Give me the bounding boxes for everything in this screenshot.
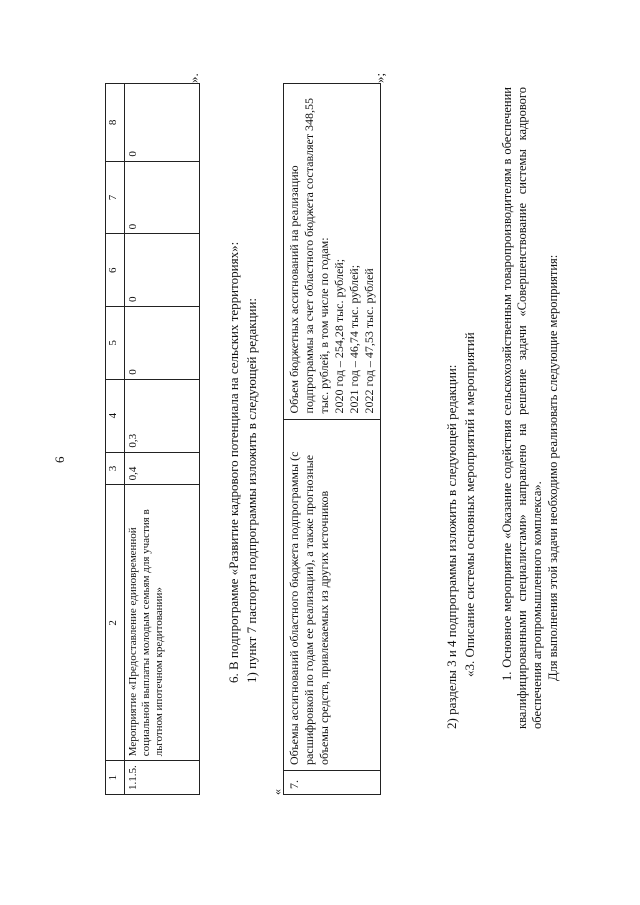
row-name-cell: Мероприятие «Предоставление единовременной социальной выплаты молодым семьям для участия в льготном ипотечном кредитовании» bbox=[125, 485, 200, 761]
header-cell: 4 bbox=[106, 379, 125, 452]
passport-item-table bbox=[283, 83, 381, 795]
item-number-cell: 7. bbox=[284, 771, 381, 795]
header-cell: 8 bbox=[106, 84, 125, 162]
page-number: 6 bbox=[52, 456, 67, 463]
item-label-cell: Объемы ассигнований областного бюджета подпрограммы (с расшифровкой по годам ее реализации), а также прогнозные объемы средств, привлекаемых из других источников bbox=[284, 419, 381, 770]
section-6-heading: 6. В подпрограмме «Развитие кадрового потенциала на сельских территориях»: bbox=[226, 241, 241, 683]
header-cell: 1 bbox=[106, 761, 125, 795]
value-line: 2020 год – 254,28 тыс. рублей; bbox=[332, 258, 346, 414]
table-row bbox=[125, 84, 200, 795]
value-cell: 0 bbox=[125, 84, 200, 162]
value-cell: 0 bbox=[125, 307, 200, 380]
value-line: Объем бюджетных ассигнований на реализацию подпрограммы за счет областного бюджета составляет 348,55 тыс. рублей, в том числе по годам: bbox=[287, 97, 331, 414]
row-number-cell: 1.1.5. bbox=[125, 761, 200, 795]
table-header-row bbox=[106, 84, 125, 795]
paragraph: Для выполнения этой задачи необходимо реализовать следующие мероприятия: bbox=[546, 254, 560, 681]
table-row bbox=[284, 84, 381, 795]
value-line: 2022 год – 47,53 тыс. рублей bbox=[362, 268, 376, 414]
section-6-item-1: 1) пункт 7 паспорта подпрограммы изложить в следующей редакции: bbox=[244, 297, 259, 683]
section-3-title: «3. Описание системы основных мероприятий и мероприятий bbox=[462, 332, 477, 677]
header-cell: 6 bbox=[106, 234, 125, 307]
header-cell: 7 bbox=[106, 161, 125, 234]
section-2-heading: 2) разделы 3 и 4 подпрограммы изложить в следующей редакции: bbox=[444, 364, 459, 729]
value-cell: 0 bbox=[125, 161, 200, 234]
header-cell: 3 bbox=[106, 452, 125, 485]
item-value-cell bbox=[284, 84, 381, 420]
header-cell: 2 bbox=[106, 485, 125, 761]
table-closing-quote: »; bbox=[372, 72, 387, 83]
table-closing-quote: ». bbox=[186, 73, 201, 83]
value-cell: 0 bbox=[125, 234, 200, 307]
funding-table bbox=[105, 83, 200, 795]
header-cell: 5 bbox=[106, 307, 125, 380]
paragraph: 1. Основное мероприятие «Оказание содействия сельскохозяйственным товаропроизводителям в обеспечении квалифицированными специалистами» направлено на решение задачи «Совершенствование системы кадрового обеспечения агропромышленного комплекса». bbox=[500, 87, 544, 729]
opening-quote: « bbox=[270, 789, 284, 795]
value-cell: 0,3 bbox=[125, 379, 200, 452]
value-line: 2021 год – 46,74 тыс. рублей; bbox=[347, 264, 361, 414]
value-cell: 0,4 bbox=[125, 452, 200, 485]
